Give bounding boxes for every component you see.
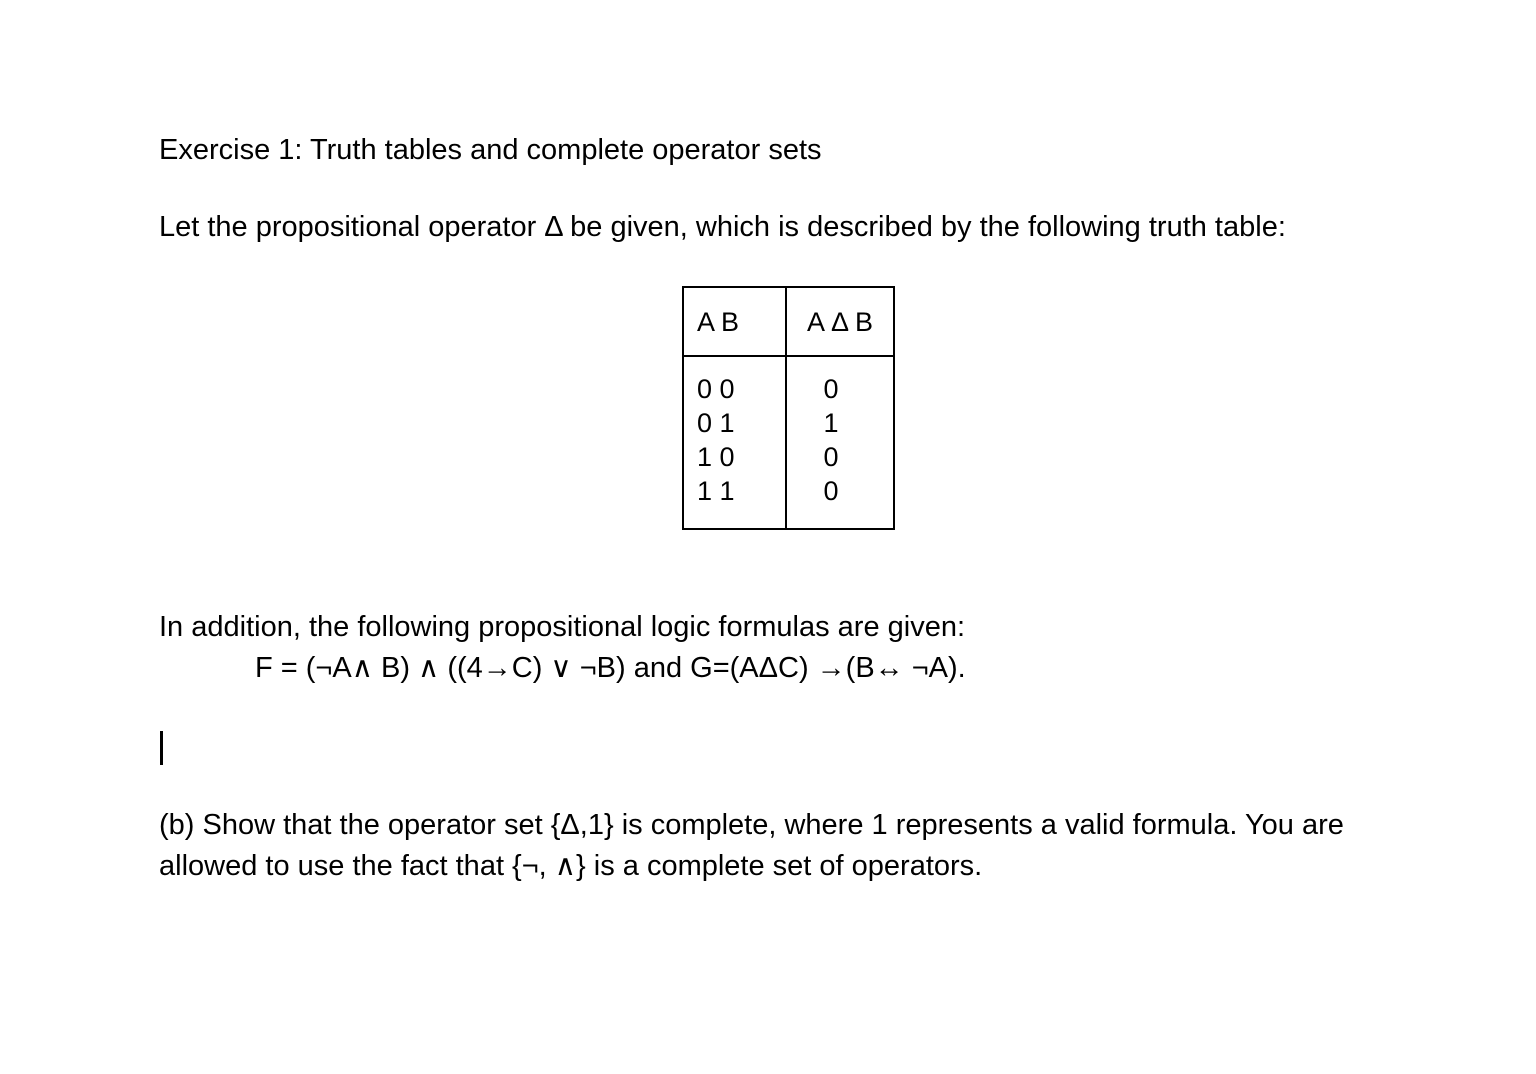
text-cursor[interactable]	[160, 731, 163, 765]
table-row-inputs: 0 0	[697, 374, 735, 404]
addition-text: In addition, the following propositional logic formulas are given:	[159, 611, 966, 643]
table-header-inputs: A B	[697, 307, 740, 337]
part-b-line-1: (b) Show that the operator set {Δ,1} is complete, where 1 represents a valid formula. You are	[159, 809, 1344, 841]
table-row-output: 0	[823, 374, 839, 404]
table-row-inputs: 0 1	[697, 408, 735, 438]
part-b-line-2: allowed to use the fact that {¬, ∧} is a complete set of operators.	[159, 850, 983, 882]
formula-text: F = (¬A∧ B) ∧ ((4→C) ∨ ¬B) and G=(AΔC) →(B↔ ¬A).	[255, 652, 966, 684]
table-row-inputs: 1 1	[697, 476, 735, 506]
truth-table	[682, 286, 895, 530]
table-header-output: A Δ B	[806, 307, 874, 337]
table-row-output: 0	[823, 442, 839, 472]
intro-text: Let the propositional operator Δ be given, which is described by the following truth table:	[159, 211, 1286, 243]
table-row-inputs: 1 0	[697, 442, 735, 472]
table-row-output: 0	[823, 476, 839, 506]
table-header-divider	[684, 355, 893, 357]
exercise-title: Exercise 1: Truth tables and complete operator sets	[159, 134, 822, 166]
table-row-output: 1	[823, 408, 839, 438]
